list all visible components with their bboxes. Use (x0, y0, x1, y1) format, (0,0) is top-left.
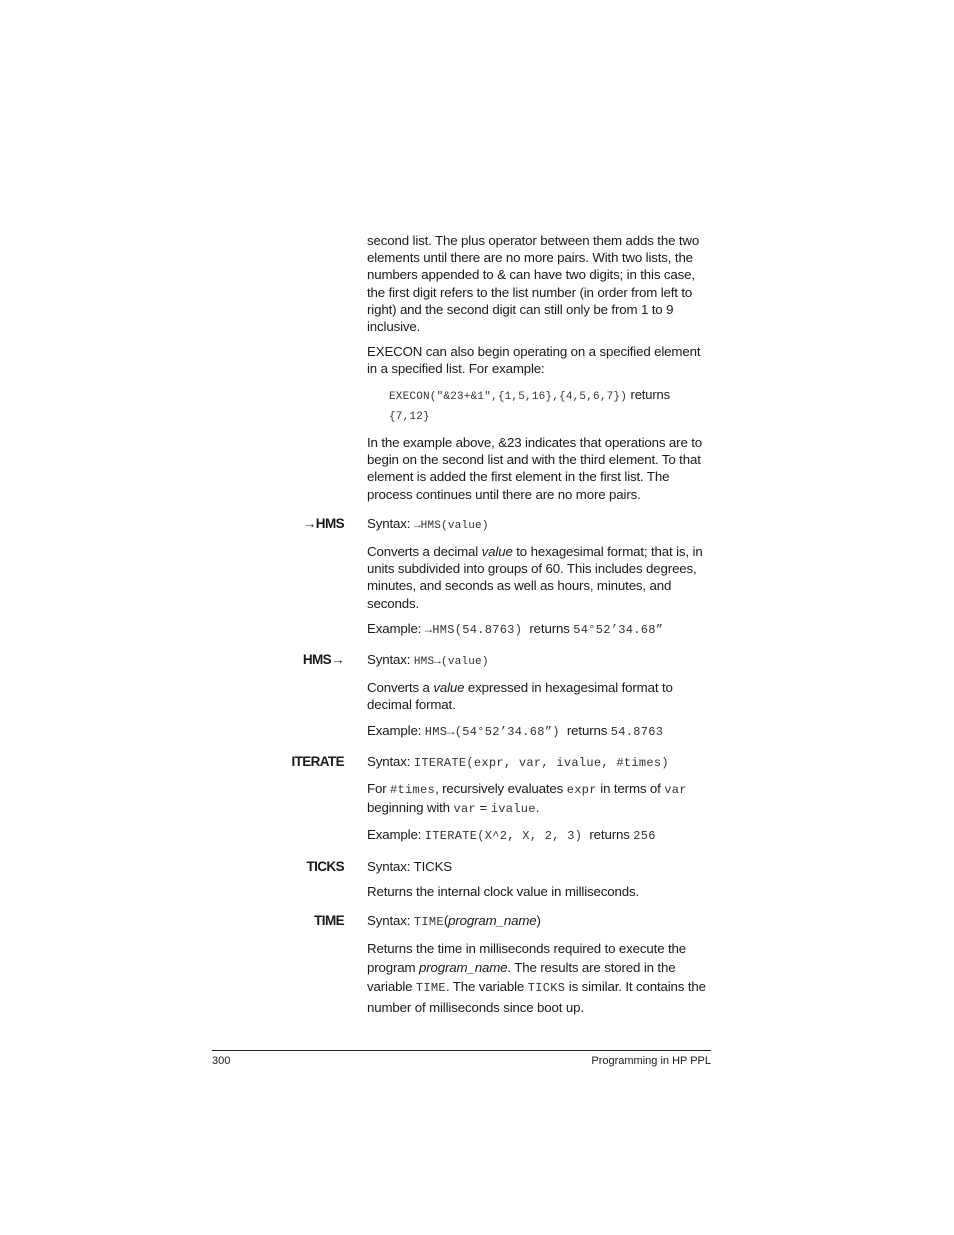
execon-offset-paragraph: EXECON can also begin operating on a specified element in a specified list. For example: (367, 344, 701, 377)
execon-example-returns: returns (630, 386, 670, 402)
paren: ) (536, 913, 541, 929)
equals-text: = (475, 800, 491, 816)
page-content (291, 232, 712, 1025)
ticks-code: TICKS (527, 981, 566, 996)
execon-continued-paragraph: second list. The plus operator between them adds the two elements until there are no more pairs. With two lists, the numbers appended to & can have two digits; in this case, the first digit refers to the list number (in order from left to right) and the second digit can still only be from 1 to 9 inclusive. (367, 233, 700, 335)
ivalue-code: ivalue (490, 802, 536, 817)
execon-explanation-paragraph: In the example above, &23 indicates that operations are to begin on the second list and with the third element. To that element is added the first element in the first list. The process continues until there are no more pairs. (367, 435, 703, 502)
iterate-example-result: 256 (633, 829, 656, 844)
iterate-term: ITERATE (291, 753, 344, 769)
execon-example (367, 386, 712, 426)
desc-text: in terms of (596, 781, 665, 797)
hms-to-syntax (367, 651, 712, 671)
desc-text: Returns the time in milliseconds required to execute the program (367, 941, 687, 976)
desc-text: is similar. It contains the number of milliseconds since boot up. (367, 979, 706, 1016)
example-label: Example: (367, 827, 422, 843)
example-label: Example: (367, 722, 422, 738)
var-code: var (453, 802, 476, 817)
desc-text: . The results are stored in the variable (367, 960, 676, 995)
hms-to-example-code: HMS→(54°52’34.68”) (424, 724, 560, 739)
time-entry (314, 912, 712, 1017)
iterate-example-code: ITERATE(X^2, X, 2, 3) (424, 829, 583, 844)
to-hms-example-result: 54°52’34.68” (573, 622, 664, 637)
syntax-label: Syntax: (367, 753, 411, 769)
returns-text: returns (589, 827, 630, 843)
page-number: 300 (212, 1055, 231, 1067)
desc-text: For (367, 781, 391, 797)
time-description (367, 939, 712, 1017)
ticks-term: TICKS (306, 858, 344, 874)
desc-italic: value (433, 680, 465, 696)
syntax-label: Syntax: (367, 913, 411, 929)
ticks-syntax: Syntax: TICKS (367, 858, 453, 874)
time-code: TIME (415, 981, 446, 996)
iterate-description (367, 780, 712, 818)
to-hms-syntax (367, 515, 712, 535)
paren: ( (443, 913, 449, 929)
var-code: var (664, 783, 687, 798)
iterate-syntax (367, 753, 712, 772)
iterate-example (367, 826, 712, 845)
expr-code: expr (566, 783, 597, 798)
times-code: #times (390, 783, 436, 798)
desc-text: . (535, 800, 540, 816)
desc-text: Converts a decimal (367, 544, 482, 560)
ticks-description: Returns the internal clock value in milliseconds. (367, 883, 640, 899)
to-hms-syntax-code: →HMS(value) (413, 519, 489, 532)
to-hms-entry (302, 515, 712, 639)
to-hms-term: →HMS (302, 515, 344, 531)
desc-italic: value (481, 544, 513, 560)
desc-text: . The variable (445, 979, 528, 995)
to-hms-example (367, 620, 712, 639)
time-term: TIME (314, 913, 344, 929)
hms-to-term: HMS→ (302, 652, 344, 668)
iterate-syntax-code: ITERATE(expr, var, ivalue, #times) (413, 755, 669, 770)
ticks-entry (306, 858, 712, 900)
time-syntax-code: TIME (413, 915, 444, 930)
desc-text: , recursively evaluates (435, 781, 567, 797)
program-name-italic: program_name (448, 913, 537, 929)
footer-rule (212, 1050, 711, 1051)
execon-example-result: {7,12} (389, 410, 430, 423)
returns-text: returns (566, 722, 608, 738)
execon-example-code: EXECON("&23+&1",{1,5,16},{4,5,6,7}) (389, 390, 628, 403)
iterate-entry (291, 753, 712, 846)
desc-text: Converts a (367, 680, 434, 696)
hms-to-example-result: 54.8763 (610, 724, 664, 739)
returns-text: returns (529, 620, 570, 636)
time-syntax (367, 912, 712, 931)
desc-text: expressed in hexagesimal format to decimal format. (367, 680, 673, 713)
desc-italic: program_name (419, 960, 508, 976)
to-hms-example-code: →HMS(54.8763) (424, 622, 523, 637)
syntax-label: Syntax: (367, 515, 411, 531)
chapter-title: Programming in HP PPL (591, 1055, 711, 1067)
to-hms-description (367, 543, 712, 612)
hms-to-syntax-code: HMS→(value) (413, 656, 489, 669)
example-label: Example: (367, 620, 422, 636)
hms-to-description (367, 679, 712, 713)
desc-text: to hexagesimal format; that is, in units subdivided into groups of 60. This includes degrees, minutes, and seconds as well as hours, minutes, and seconds. (367, 544, 703, 611)
hms-to-example (367, 722, 712, 741)
syntax-label: Syntax: (367, 652, 411, 668)
hms-to-entry (302, 651, 712, 741)
desc-text: beginning with (367, 800, 454, 816)
